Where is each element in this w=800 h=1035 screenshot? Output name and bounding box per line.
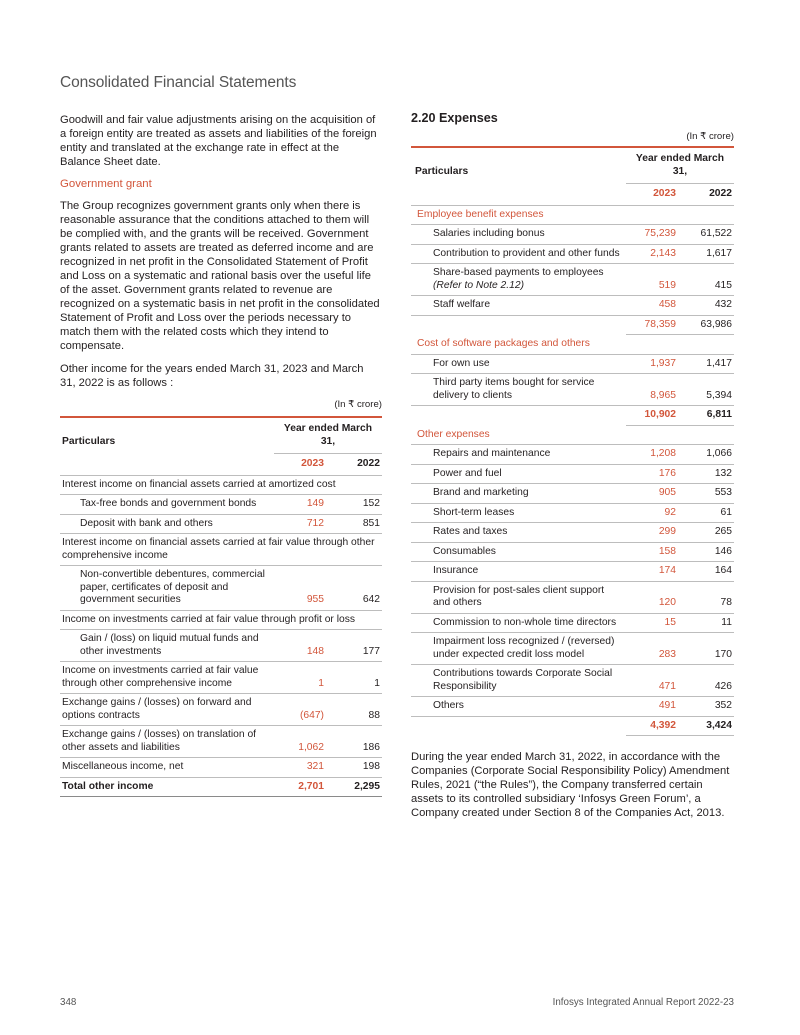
column-header-year: Year ended March 31, (274, 417, 382, 454)
column-header-particulars: Particulars (411, 147, 626, 184)
row-label: Deposit with bank and others (60, 514, 274, 534)
row-label: Third party items bought for service delivery to clients (411, 374, 626, 406)
value-2022: 198 (326, 758, 382, 778)
row-label: Income on investments carried at fair value through profit or loss (60, 610, 382, 630)
column-header-year: Year ended March 31, (626, 147, 734, 184)
value-2023: 92 (626, 503, 678, 523)
table-row (60, 475, 382, 495)
table-header-row (60, 417, 382, 454)
value-2022: 11 (678, 613, 734, 633)
value-2023: 712 (274, 514, 326, 534)
value-2022: 265 (678, 523, 734, 543)
table-row (411, 503, 734, 523)
value-2023: 1,937 (626, 354, 678, 374)
note-reference: (Refer to Note 2.12) (433, 279, 524, 291)
row-label-text: Share-based payments to employees (433, 267, 604, 278)
other-income-table (60, 416, 382, 797)
row-label: Repairs and maintenance (411, 445, 626, 465)
goodwill-paragraph: Goodwill and fair value adjustments arising on the acquisition of a foreign entity are treated as assets and liabilities of the foreign entity and translated at the exchange rate in effect at the Balance Sheet date. (60, 114, 377, 168)
table-row (411, 523, 734, 543)
table-row (411, 225, 734, 245)
table-row (411, 562, 734, 582)
row-label: Interest income on financial assets carried at fair value through other comprehensive income (60, 534, 382, 566)
value-2023: 176 (626, 464, 678, 484)
table-row (411, 244, 734, 264)
value-2022: 164 (678, 562, 734, 582)
row-label: For own use (411, 354, 626, 374)
row-label: Others (411, 697, 626, 717)
value-2022: 432 (678, 296, 734, 316)
row-label: Tax-free bonds and government bonds (60, 495, 274, 515)
other-income-intro: Other income for the years ended March 31, 2023 and March 31, 2022 is as follows : (60, 363, 364, 389)
row-label: Interest income on financial assets carried at amortized cost (60, 475, 382, 495)
row-label: Rates and taxes (411, 523, 626, 543)
row-label: Contributions towards Corporate Social Responsibility (411, 665, 626, 697)
value-2023: 15 (626, 613, 678, 633)
row-label: Commission to non-whole time directors (411, 613, 626, 633)
value-2022: 170 (678, 633, 734, 665)
row-label: Impairment loss recognized / (reversed) under expected credit loss model (411, 633, 626, 665)
table-row (411, 484, 734, 504)
report-name: Infosys Integrated Annual Report 2022-23 (552, 997, 734, 1008)
table-row (60, 694, 382, 726)
group-label: Cost of software packages and others (411, 335, 734, 355)
row-label: Exchange gains / (losses) on translation of other assets and liabilities (60, 726, 274, 758)
value-2023: 458 (626, 296, 678, 316)
subtotal-row (411, 406, 734, 426)
left-column (60, 113, 382, 797)
table-row (411, 296, 734, 316)
row-label: Salaries including bonus (411, 225, 626, 245)
expenses-table (411, 146, 734, 736)
column-header-particulars: Particulars (60, 417, 274, 454)
value-2022: 1 (326, 662, 382, 694)
value-2022: 78 (678, 581, 734, 613)
value-2023: 1,208 (626, 445, 678, 465)
total-2022: 2,295 (326, 777, 382, 797)
value-2022: 61 (678, 503, 734, 523)
value-2022: 851 (326, 514, 382, 534)
value-2023: 120 (626, 581, 678, 613)
year-2022-header: 2022 (678, 184, 734, 206)
subtotal-row (411, 716, 734, 736)
row-label: Consumables (411, 542, 626, 562)
subtotal-row (411, 315, 734, 335)
value-2023: 2,143 (626, 244, 678, 264)
value-2022: 146 (678, 542, 734, 562)
row-label: Power and fuel (411, 464, 626, 484)
table-row (411, 581, 734, 613)
group-label: Employee benefit expenses (411, 205, 734, 225)
value-2023: 519 (626, 264, 678, 296)
subtotal-2022: 63,986 (678, 315, 734, 335)
value-2023: 299 (626, 523, 678, 543)
value-2023: 955 (274, 566, 326, 611)
unit-label: (In ₹ crore) (334, 399, 382, 410)
table-row (411, 665, 734, 697)
value-2023: 148 (274, 630, 326, 662)
table-row (60, 514, 382, 534)
subtotal-2023: 10,902 (626, 406, 678, 426)
value-2022: 352 (678, 697, 734, 717)
table-row (60, 610, 382, 630)
value-2023: 283 (626, 633, 678, 665)
value-2022: 61,522 (678, 225, 734, 245)
government-grant-paragraph: The Group recognizes government grants only when there is reasonable assurance that the conditions attached to them will be complied with, and the grants will be received. Government grants related to assets are treated as deferred income and are recognized in net profit in the Consolidated Statement of Profit and Loss on a systematic and rational basis over the useful life of the asset. Government grants related to revenue are recognized on a systematic basis in net profit in the consolidated Statement of Profit and Loss over the periods necessary to match them with the related costs which they intend to compensate. (60, 200, 380, 352)
government-grant-heading: Government grant (60, 178, 152, 190)
total-label: Total other income (60, 777, 274, 797)
row-label: Gain / (loss) on liquid mutual funds and other investments (60, 630, 274, 662)
value-2022: 132 (678, 464, 734, 484)
table-header-row (411, 147, 734, 184)
group-heading-employee (411, 205, 734, 225)
table-row (60, 726, 382, 758)
table-row (60, 662, 382, 694)
table-row (411, 542, 734, 562)
value-2023: 491 (626, 697, 678, 717)
value-2023: 174 (626, 562, 678, 582)
table-row (60, 495, 382, 515)
table-row (411, 374, 734, 406)
value-2022: 1,617 (678, 244, 734, 264)
subtotal-2023: 4,392 (626, 716, 678, 736)
expenses-title: 2.20 Expenses (411, 111, 498, 125)
value-2022: 553 (678, 484, 734, 504)
value-2023: 149 (274, 495, 326, 515)
value-2023: 471 (626, 665, 678, 697)
right-column (411, 111, 734, 831)
table-year-row (60, 454, 382, 476)
value-2022: 186 (326, 726, 382, 758)
table-row (411, 464, 734, 484)
value-2022: 177 (326, 630, 382, 662)
unit-label: (In ₹ crore) (686, 131, 734, 142)
row-label: Provision for post-sales client support and others (411, 581, 626, 613)
table-row (60, 758, 382, 778)
value-2022: 1,066 (678, 445, 734, 465)
row-label (411, 264, 626, 296)
value-2022: 415 (678, 264, 734, 296)
year-2022-header: 2022 (326, 454, 382, 476)
table-row (411, 354, 734, 374)
subtotal-2022: 3,424 (678, 716, 734, 736)
table-row (60, 630, 382, 662)
row-label: Insurance (411, 562, 626, 582)
value-2022: 642 (326, 566, 382, 611)
row-label: Non-convertible debentures, commercial paper, certificates of deposit and government securities (60, 566, 274, 611)
year-2023-header: 2023 (274, 454, 326, 476)
value-2023: 158 (626, 542, 678, 562)
value-2022: 5,394 (678, 374, 734, 406)
value-2023: 321 (274, 758, 326, 778)
value-2023: (647) (274, 694, 326, 726)
total-2023: 2,701 (274, 777, 326, 797)
page-number: 348 (60, 997, 77, 1008)
row-label: Brand and marketing (411, 484, 626, 504)
row-label: Miscellaneous income, net (60, 758, 274, 778)
table-row (411, 633, 734, 665)
table-row (60, 566, 382, 611)
row-label: Contribution to provident and other funds (411, 244, 626, 264)
year-2023-header: 2023 (626, 184, 678, 206)
value-2023: 8,965 (626, 374, 678, 406)
value-2022: 88 (326, 694, 382, 726)
table-year-row (411, 184, 734, 206)
csr-footnote: During the year ended March 31, 2022, in accordance with the Companies (Corporate Social Responsibility Policy) Amendment Rules, 2021 (“the Rules”), the Company transferred certain assets to its controlled subsidiary ‘Infosys Green Forum’, a Company created under Section 8 of the Companies Act, 2013. (411, 751, 730, 819)
group-heading-software (411, 335, 734, 355)
value-2022: 1,417 (678, 354, 734, 374)
subtotal-2023: 78,359 (626, 315, 678, 335)
table-row (60, 534, 382, 566)
row-label: Income on investments carried at fair value through other comprehensive income (60, 662, 274, 694)
group-heading-other (411, 425, 734, 445)
table-row (411, 264, 734, 296)
subtotal-2022: 6,811 (678, 406, 734, 426)
table-row (411, 445, 734, 465)
row-label: Exchange gains / (losses) on forward and options contracts (60, 694, 274, 726)
value-2022: 426 (678, 665, 734, 697)
value-2022: 152 (326, 495, 382, 515)
value-2023: 1,062 (274, 726, 326, 758)
row-label: Staff welfare (411, 296, 626, 316)
value-2023: 905 (626, 484, 678, 504)
table-row (411, 697, 734, 717)
row-label: Short-term leases (411, 503, 626, 523)
table-row (411, 613, 734, 633)
total-row (60, 777, 382, 797)
page-title: Consolidated Financial Statements (60, 74, 297, 91)
value-2023: 75,239 (626, 225, 678, 245)
group-label: Other expenses (411, 425, 734, 445)
value-2023: 1 (274, 662, 326, 694)
